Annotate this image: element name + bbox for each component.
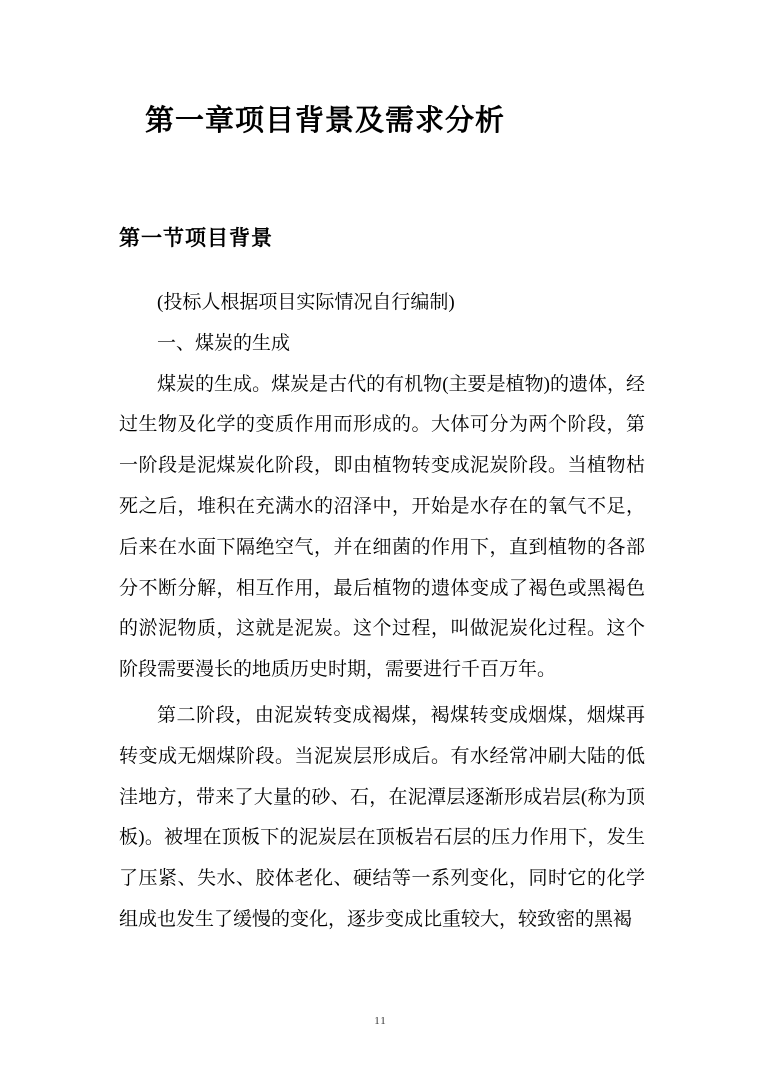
section-title: 第一节项目背景 — [119, 226, 273, 250]
chapter-title: 第一章项目背景及需求分析 — [145, 105, 506, 137]
paragraph-2: 第二阶段，由泥炭转变成褐煤，褐煤转变成烟煤，烟煤再转变成无烟煤阶段。当泥炭层形成后。有水经常冲刷大陆的低洼地方，带来了大量的砂、石，在泥潭层逐渐形成岩层(称为顶板)。被埋在顶板下的泥炭层在顶板岩石层的压力作用下，发生了压紧、失水、胶体老化、硬结等一系列变化，同时它的化学组成也发生了缓慢的变化，逐步变成比重较大，较致密的黑褐 — [119, 704, 645, 930]
note-line: (投标人根据项目实际情况自行编制) — [157, 292, 455, 313]
document-body — [119, 283, 645, 941]
page-number: 11 — [374, 1015, 387, 1027]
list-heading: 一、煤炭的生成 — [157, 332, 291, 354]
paragraph-1: 煤炭的生成。煤炭是古代的有机物(主要是植物)的遗体，经过生物及化学的变质作用而形成的。大体可分为两个阶段，第一阶段是泥煤炭化阶段，即由植物转变成泥炭阶段。当植物枯死之后，堆积在充满水的沼泽中，开始是水存在的氧气不足，后来在水面下隔绝空气，并在细菌的作用下，直到植物的各部分不断分解，相互作用，最后植物的遗体变成了褐色或黑褐色的淤泥物质，这就是泥炭。这个过程，叫做泥炭化过程。这个阶段需要漫长的地质历史时期，需要进行千百万年。 — [119, 373, 645, 681]
